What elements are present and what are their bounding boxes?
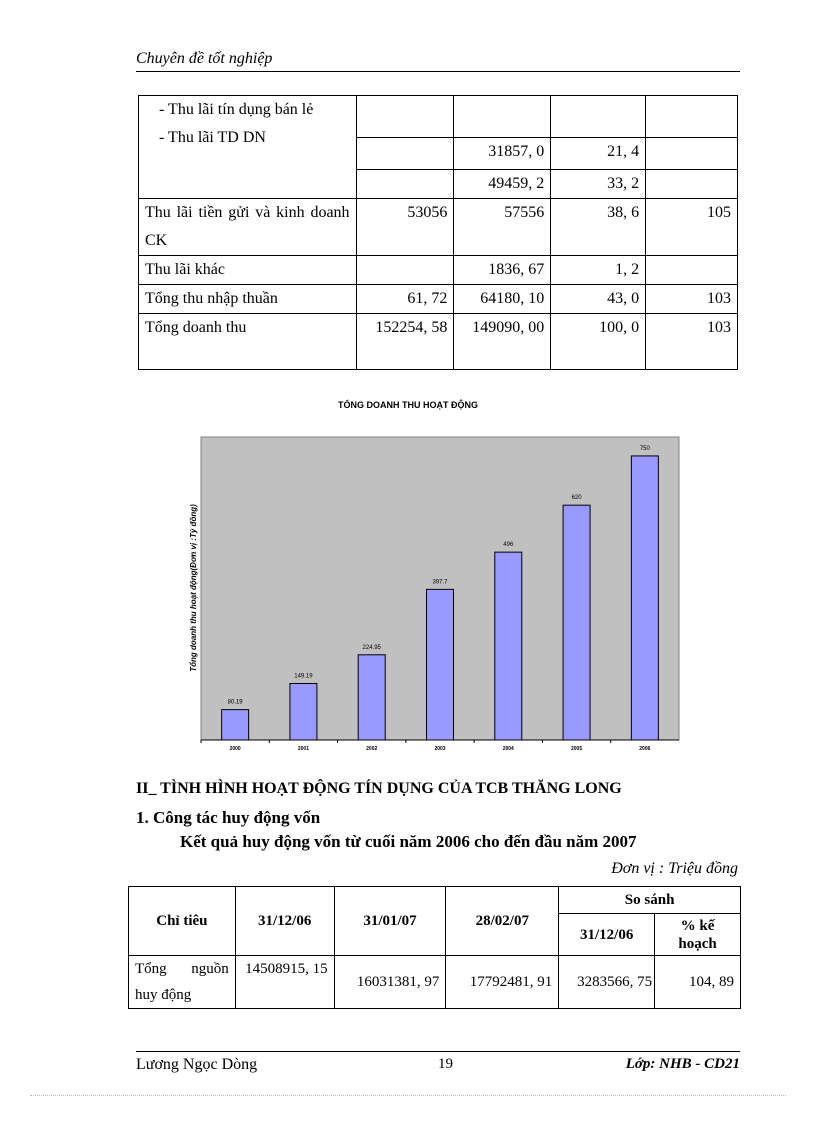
header-ss-pct: % kế hoạch: [655, 914, 741, 956]
data-label-2001: 149.19: [294, 673, 313, 680]
x-tick-2003: 2003: [434, 746, 446, 752]
x-tick-2006: 2006: [639, 746, 651, 752]
x-tick-2000: 2000: [229, 746, 241, 752]
bar-2006: [631, 456, 658, 740]
data-label-2006: 750: [639, 445, 650, 452]
table-cell: 103: [646, 285, 738, 314]
table-cell: 64180, 10: [454, 285, 551, 314]
unit-label: Đơn vị : Triệu đồng: [611, 860, 738, 877]
table-cell: Tổng thu nhập thuần: [139, 285, 357, 314]
table-cell: 38, 6: [551, 199, 646, 256]
page-number: 19: [438, 1056, 453, 1072]
table-cell: 33, 2: [551, 170, 646, 199]
table-cell: Thu lãi khác: [139, 256, 357, 285]
table-cell: 21, 4: [551, 138, 646, 170]
table-cell: 17792481, 91: [446, 956, 559, 1009]
retail-interest-label: - Thu lãi tín dụng bán lẻ: [159, 101, 314, 118]
bar-2004: [495, 552, 522, 740]
footer-author: Lương Ngọc Dòng: [136, 1056, 258, 1073]
bar-2003: [427, 589, 454, 740]
table-cell: 152254, 58: [356, 314, 454, 370]
table-cell: 1836, 67: [454, 256, 551, 285]
subsection-heading: 1. Công tác huy động vốn: [136, 808, 321, 827]
chart-title: TỔNG DOANH THU HOẠT ĐỘNG: [338, 400, 478, 410]
table-cell: 14508915, 15: [235, 956, 334, 1009]
header-date-3: 28/02/07: [446, 887, 559, 956]
table-cell: 3283566, 75: [559, 956, 655, 1009]
x-tick-2004: 2004: [502, 746, 514, 752]
x-tick-2005: 2005: [571, 746, 583, 752]
table-cell: Thu lãi tiền gửi và kinh doanh CK: [139, 199, 357, 256]
table-cell: 61, 72: [356, 285, 454, 314]
section-heading: II_ TÌNH HÌNH HOẠT ĐỘNG TÍN DỤNG CỦA TCB THĂNG LONG: [136, 780, 622, 797]
bar-2000: [222, 710, 249, 740]
table-cell: Tổng doanh thu: [139, 314, 357, 370]
table-cell: 31857, 0: [454, 138, 551, 170]
table-caption: Kết quả huy động vốn từ cuối năm 2006 cho đến đầu năm 2007: [180, 832, 637, 851]
header-date-1: 31/12/06: [235, 887, 334, 956]
table-cell: 105: [646, 199, 738, 256]
x-tick-2002: 2002: [366, 746, 378, 752]
footer-class: Lớp: NHB - CD21: [625, 1056, 740, 1072]
table-cell: 43, 0: [551, 285, 646, 314]
footer-rule: [136, 1051, 740, 1052]
table-cell: 1, 2: [551, 256, 646, 285]
table-cell: 16031381, 97: [334, 956, 446, 1009]
table-cell: 57556: [454, 199, 551, 256]
corporate-interest-label: - Thu lãi TD DN: [159, 129, 266, 146]
table-cell: 100, 0: [551, 314, 646, 370]
data-label-2003: 397.7: [432, 579, 448, 586]
header-title: Chuyên đề tốt nghiệp: [136, 50, 273, 67]
table-cell: 149090, 00: [454, 314, 551, 370]
bar-2005: [563, 505, 590, 740]
x-tick-2001: 2001: [297, 746, 309, 752]
table-cell: 53056: [356, 199, 454, 256]
table-cell: 104, 89: [655, 956, 741, 1009]
header-ss-date: 31/12/06: [559, 914, 655, 956]
header-so-sanh: So sánh: [559, 887, 741, 914]
bar-2002: [358, 655, 385, 740]
page-edge-rule: [30, 1095, 786, 1096]
table-row: [129, 956, 741, 1009]
data-label-2004: 496: [503, 542, 514, 549]
data-label-2005: 620: [571, 495, 582, 502]
table-cell: Tổng nguồn huy động: [129, 956, 236, 1009]
header-chi-tieu: Chỉ tiêu: [129, 887, 236, 956]
data-label-2002: 224.95: [362, 644, 381, 651]
data-label-2000: 80.19: [227, 699, 243, 706]
capital-mobilization-table: [128, 886, 741, 1009]
table-cell: 49459, 2: [454, 170, 551, 199]
header-date-2: 31/01/07: [334, 887, 446, 956]
bar-2001: [290, 683, 317, 740]
table-cell: 103: [646, 314, 738, 370]
y-axis-label: Tổng doanh thu hoạt động(Đơn vị :Tỷ đồng): [189, 504, 198, 672]
